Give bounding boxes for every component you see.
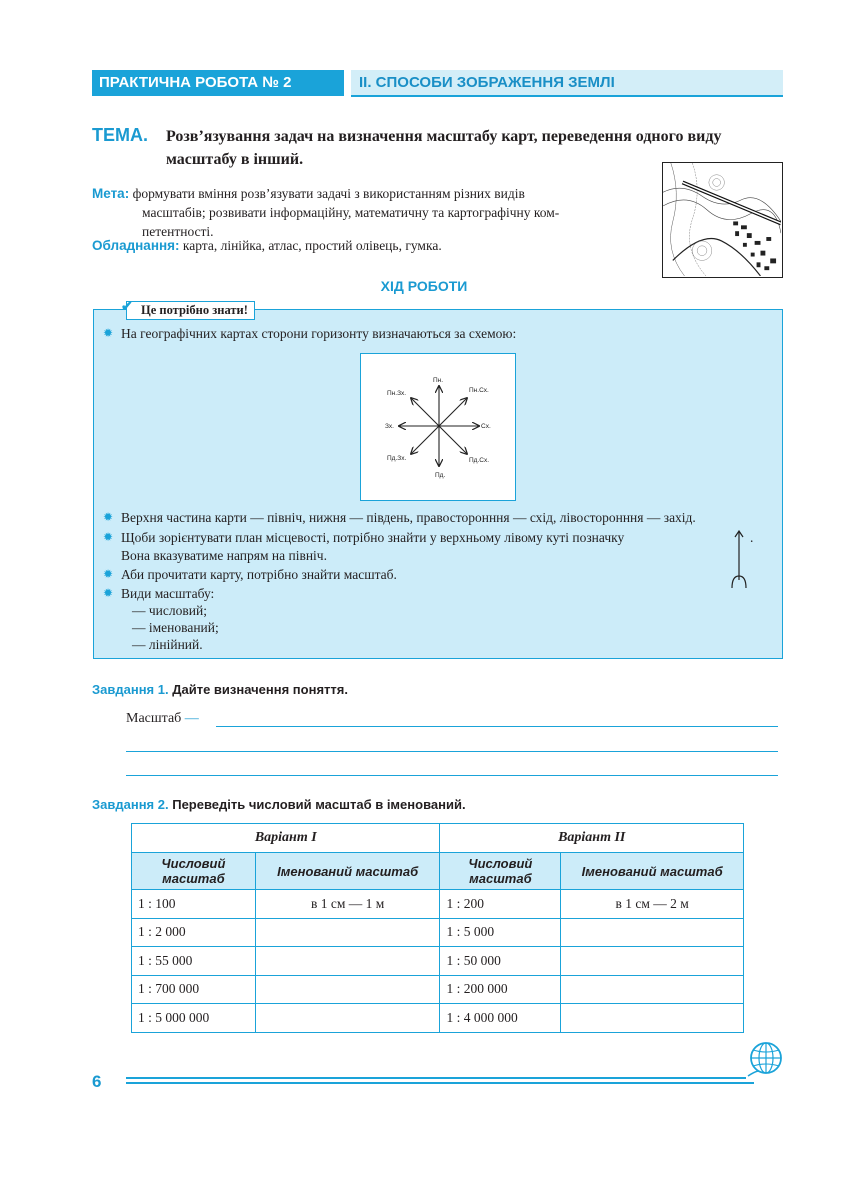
v1-named-header: Іменований масштаб [255, 853, 440, 890]
compass-s: Пд. [435, 472, 446, 479]
compass-diagram [360, 353, 516, 501]
progress-title: ХІД РОБОТИ [380, 278, 468, 294]
column-header-row [132, 853, 744, 890]
goal-line-1: формувати вміння розв’язувати задачі з використанням різних видів [132, 186, 525, 201]
info-bullet-1: ✹ На географічних картах сторони горизонту визначаються за схемою: [103, 324, 516, 343]
definition-term: Масштаб [126, 711, 182, 726]
v1-named-cell[interactable] [255, 1004, 440, 1033]
info-tag-label: Це потрібно знати! [141, 303, 248, 317]
task-2 [92, 797, 466, 812]
v1-numeric-cell: 1 : 2 000 [132, 918, 256, 947]
scale-type-2: — іменований; [132, 620, 219, 635]
task-1-label: Завдання 1. [92, 682, 169, 697]
section-title: ІІ. СПОСОБИ ЗОБРАЖЕННЯ ЗЕМЛІ [351, 70, 783, 96]
v1-numeric-cell: 1 : 700 000 [132, 975, 256, 1004]
page-number: 6 [92, 1072, 102, 1091]
v1-numeric-cell: 1 : 5 000 000 [132, 1004, 256, 1033]
table-row [132, 975, 744, 1004]
arrow-southwest [411, 426, 439, 454]
arrow-northeast [439, 398, 467, 426]
v2-numeric-cell: 1 : 4 000 000 [440, 1004, 561, 1033]
v1-numeric-cell: 1 : 55 000 [132, 947, 256, 976]
variant-2-header: Варіант II [440, 824, 744, 853]
info-tag [121, 300, 255, 320]
info-bullet-3-end: . [750, 530, 754, 545]
topic-label: ТЕМА. [92, 125, 148, 145]
v2-numeric-cell: 1 : 5 000 [440, 918, 561, 947]
v1-named-cell[interactable]: в 1 см — 1 м [255, 890, 440, 919]
header-underline [351, 95, 783, 97]
v1-named-cell[interactable] [255, 975, 440, 1004]
v2-named-cell[interactable] [561, 1004, 744, 1033]
table-row [132, 947, 744, 976]
arrow-southeast [439, 426, 467, 454]
map-illustration [662, 162, 783, 278]
goal-line-3: петентності. [142, 224, 214, 239]
compass-w: Зх. [385, 423, 394, 430]
task-1-text: Дайте визначення поняття. [172, 682, 348, 697]
v2-numeric-cell: 1 : 50 000 [440, 947, 561, 976]
compass-sw: Пд.Зх. [387, 455, 407, 462]
v1-numeric-header: Числовий масштаб [132, 853, 256, 890]
v2-named-cell[interactable] [561, 975, 744, 1004]
work-title: ПРАКТИЧНА РОБОТА № 2 [92, 70, 344, 96]
scale-table [131, 823, 744, 1033]
task-2-text: Переведіть числовий масштаб в іменований. [172, 797, 466, 812]
check-icon: ✔ [121, 300, 133, 315]
answer-line-1[interactable] [216, 726, 778, 727]
v2-numeric-cell: 1 : 200 000 [440, 975, 561, 1004]
v1-named-cell[interactable] [255, 947, 440, 976]
footer-line-bottom [126, 1082, 754, 1084]
variant-header-row [132, 824, 744, 853]
info-bullet-3-line-1: Щоби зорієнтувати план місцевості, потрібно знайти у верхньому лівому куті позначку [121, 530, 625, 545]
v2-named-header: Іменований масштаб [561, 853, 744, 890]
arrow-northwest [411, 398, 439, 426]
goal-line-2: масштабів; розвивати інформаційну, математичну та картографічну ком- [142, 205, 560, 220]
scale-type-1: — числовий; [132, 603, 207, 618]
compass-se: Пд.Сх. [469, 457, 490, 464]
v1-named-cell[interactable] [255, 918, 440, 947]
v1-numeric-cell: 1 : 100 [132, 890, 256, 919]
globe-icon [744, 1040, 784, 1080]
definition-prompt [126, 711, 199, 727]
equipment-text: карта, лінійка, атлас, простий олівець, гумка. [182, 238, 442, 253]
equipment-block [92, 238, 442, 254]
goal-block [92, 184, 652, 241]
compass-e: Сх. [481, 423, 491, 430]
compass-n: Пн. [433, 377, 444, 384]
answer-line-2[interactable] [126, 751, 778, 752]
v2-numeric-cell: 1 : 200 [440, 890, 561, 919]
info-bullet-4: ✹ Аби прочитати карту, потрібно знайти масштаб. [103, 565, 397, 584]
v2-named-cell[interactable]: в 1 см — 2 м [561, 890, 744, 919]
v2-named-cell[interactable] [561, 947, 744, 976]
footer-line-top [126, 1077, 746, 1079]
header-bar [92, 70, 783, 96]
info-bullet-5: ✹ Види масштабу: [103, 584, 214, 603]
answer-line-3[interactable] [126, 775, 778, 776]
table-row [132, 890, 744, 919]
compass-nw: Пн.Зх. [387, 390, 407, 397]
info-bullet-3 [103, 528, 624, 547]
task-1 [92, 682, 348, 697]
compass-ne: Пн.Сх. [469, 387, 489, 394]
table-row [132, 1004, 744, 1033]
definition-dash: — [184, 711, 199, 726]
scale-type-3: — лінійний. [132, 637, 203, 652]
goal-label: Мета: [92, 186, 130, 201]
topic-text: Розв’язування задач на визначення масштабу карт, переведення одного виду масштабу в інший. [166, 128, 722, 168]
task-2-label: Завдання 2. [92, 797, 169, 812]
v2-named-cell[interactable] [561, 918, 744, 947]
north-arrow-icon [731, 530, 747, 592]
equipment-label: Обладнання: [92, 238, 180, 253]
info-bullet-2: ✹ Верхня частина карти — північ, нижня — південь, правосторонння — схід, лівосторонння — захід. [103, 508, 779, 527]
variant-1-header: Варіант I [132, 824, 440, 853]
v2-numeric-header: Числовий масштаб [440, 853, 561, 890]
info-bullet-3-line-2: Вона вказуватиме напрям на північ. [121, 548, 327, 563]
table-row [132, 918, 744, 947]
